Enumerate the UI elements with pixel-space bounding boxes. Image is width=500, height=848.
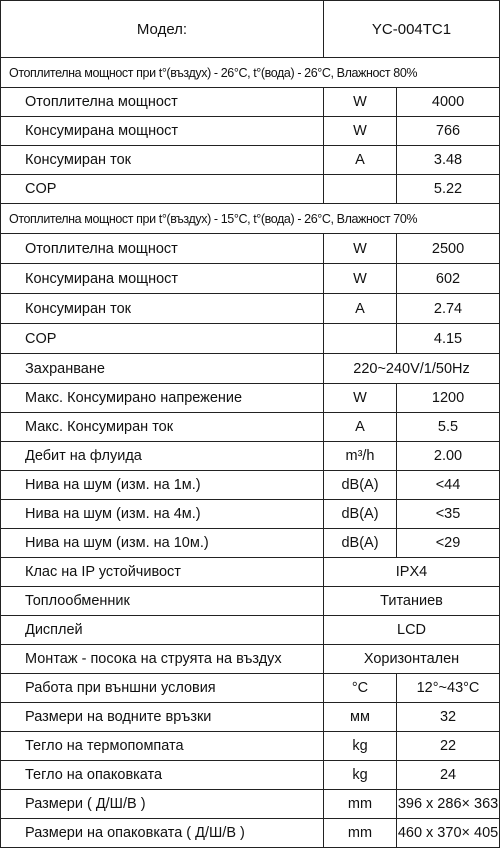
spec-unit: W — [324, 384, 397, 413]
spec-label: Работа при външни условия — [1, 674, 324, 703]
spec-value: 460 x 370× 405 — [397, 819, 500, 848]
spec-row — [1, 790, 500, 819]
spec-value: <29 — [397, 529, 500, 558]
spec-value: 2.74 — [397, 294, 500, 324]
spec-label: Нива на шум (изм. на 1м.) — [1, 471, 324, 500]
spec-value: Хоризонтален — [324, 645, 500, 674]
spec-unit: kg — [324, 761, 397, 790]
spec-label: Захранване — [1, 354, 324, 384]
spec-label: COP — [1, 324, 324, 354]
spec-row — [1, 384, 500, 413]
spec-row — [1, 500, 500, 529]
spec-value: 12°~43°C — [397, 674, 500, 703]
spec-value: 396 x 286× 363 — [397, 790, 500, 819]
spec-row — [1, 175, 500, 204]
spec-value: <44 — [397, 471, 500, 500]
spec-value: <35 — [397, 500, 500, 529]
condition-row-1 — [1, 58, 500, 88]
spec-value: 5.5 — [397, 413, 500, 442]
spec-row — [1, 761, 500, 790]
model-value: YC-004TC1 — [324, 1, 500, 58]
spec-label: Тегло на термопомпата — [1, 732, 324, 761]
spec-label: Макс. Консумиран ток — [1, 413, 324, 442]
spec-value: LCD — [324, 616, 500, 645]
spec-unit: mm — [324, 819, 397, 848]
spec-unit: A — [324, 413, 397, 442]
spec-label: Консумирана мощност — [1, 117, 324, 146]
spec-value: 2500 — [397, 234, 500, 264]
spec-row — [1, 413, 500, 442]
condition-row-2 — [1, 204, 500, 234]
spec-value: 4000 — [397, 88, 500, 117]
spec-label: Тегло на опаковката — [1, 761, 324, 790]
spec-value: Титаниев — [324, 587, 500, 616]
spec-label: Размери на опаковката ( Д/Ш/В ) — [1, 819, 324, 848]
spec-label: Монтаж - посока на струята на въздух — [1, 645, 324, 674]
spec-value: 766 — [397, 117, 500, 146]
spec-row — [1, 294, 500, 324]
spec-label: Отоплителна мощност — [1, 88, 324, 117]
spec-row — [1, 529, 500, 558]
spec-row — [1, 442, 500, 471]
spec-row — [1, 234, 500, 264]
spec-label: Нива на шум (изм. на 4м.) — [1, 500, 324, 529]
spec-value: 22 — [397, 732, 500, 761]
spec-unit: °C — [324, 674, 397, 703]
condition-text-2: Отоплителна мощност при t°(въздух) - 15°C, t°(вода) - 26°C, Влажност 70% — [1, 204, 500, 234]
spec-row — [1, 616, 500, 645]
spec-row — [1, 471, 500, 500]
spec-label: Дисплей — [1, 616, 324, 645]
spec-row — [1, 645, 500, 674]
spec-row — [1, 324, 500, 354]
spec-label: Отоплителна мощност — [1, 234, 324, 264]
spec-value: 24 — [397, 761, 500, 790]
spec-value: 32 — [397, 703, 500, 732]
spec-row — [1, 558, 500, 587]
spec-unit: mm — [324, 790, 397, 819]
spec-row — [1, 732, 500, 761]
spec-row — [1, 88, 500, 117]
spec-value: 1200 — [397, 384, 500, 413]
spec-value: 220~240V/1/50Hz — [324, 354, 500, 384]
spec-label: Дебит на флуида — [1, 442, 324, 471]
spec-unit: kg — [324, 732, 397, 761]
spec-label: Консумиран ток — [1, 146, 324, 175]
spec-row — [1, 674, 500, 703]
spec-unit: dB(A) — [324, 529, 397, 558]
spec-unit — [324, 175, 397, 204]
spec-label: Консумирана мощност — [1, 264, 324, 294]
spec-value: 4.15 — [397, 324, 500, 354]
spec-label: Топлообменник — [1, 587, 324, 616]
spec-value: 3.48 — [397, 146, 500, 175]
spec-unit: мм — [324, 703, 397, 732]
model-label: Модел: — [1, 1, 324, 58]
spec-label: Размери на водните връзки — [1, 703, 324, 732]
spec-row — [1, 703, 500, 732]
spec-value: 2.00 — [397, 442, 500, 471]
spec-label: Нива на шум (изм. на 10м.) — [1, 529, 324, 558]
spec-unit: dB(A) — [324, 500, 397, 529]
spec-label: Консумиран ток — [1, 294, 324, 324]
model-row — [1, 1, 500, 58]
spec-unit: m³/h — [324, 442, 397, 471]
spec-value: 5.22 — [397, 175, 500, 204]
condition-text-1: Отоплителна мощност при t°(въздух) - 26°C, t°(вода) - 26°C, Влажност 80% — [1, 58, 500, 88]
spec-label: COP — [1, 175, 324, 204]
spec-unit — [324, 324, 397, 354]
spec-label: Макс. Консумирано напрежение — [1, 384, 324, 413]
power-supply-row — [1, 354, 500, 384]
spec-row — [1, 819, 500, 848]
spec-value: 602 — [397, 264, 500, 294]
spec-row — [1, 146, 500, 175]
spec-row — [1, 117, 500, 146]
spec-unit: W — [324, 264, 397, 294]
spec-row — [1, 264, 500, 294]
spec-row — [1, 587, 500, 616]
spec-unit: A — [324, 294, 397, 324]
spec-unit: W — [324, 88, 397, 117]
spec-unit: W — [324, 234, 397, 264]
spec-label: Клас на IP устойчивост — [1, 558, 324, 587]
spec-value: IPX4 — [324, 558, 500, 587]
spec-label: Размери ( Д/Ш/В ) — [1, 790, 324, 819]
spec-unit: A — [324, 146, 397, 175]
spec-unit: dB(A) — [324, 471, 397, 500]
spec-unit: W — [324, 117, 397, 146]
